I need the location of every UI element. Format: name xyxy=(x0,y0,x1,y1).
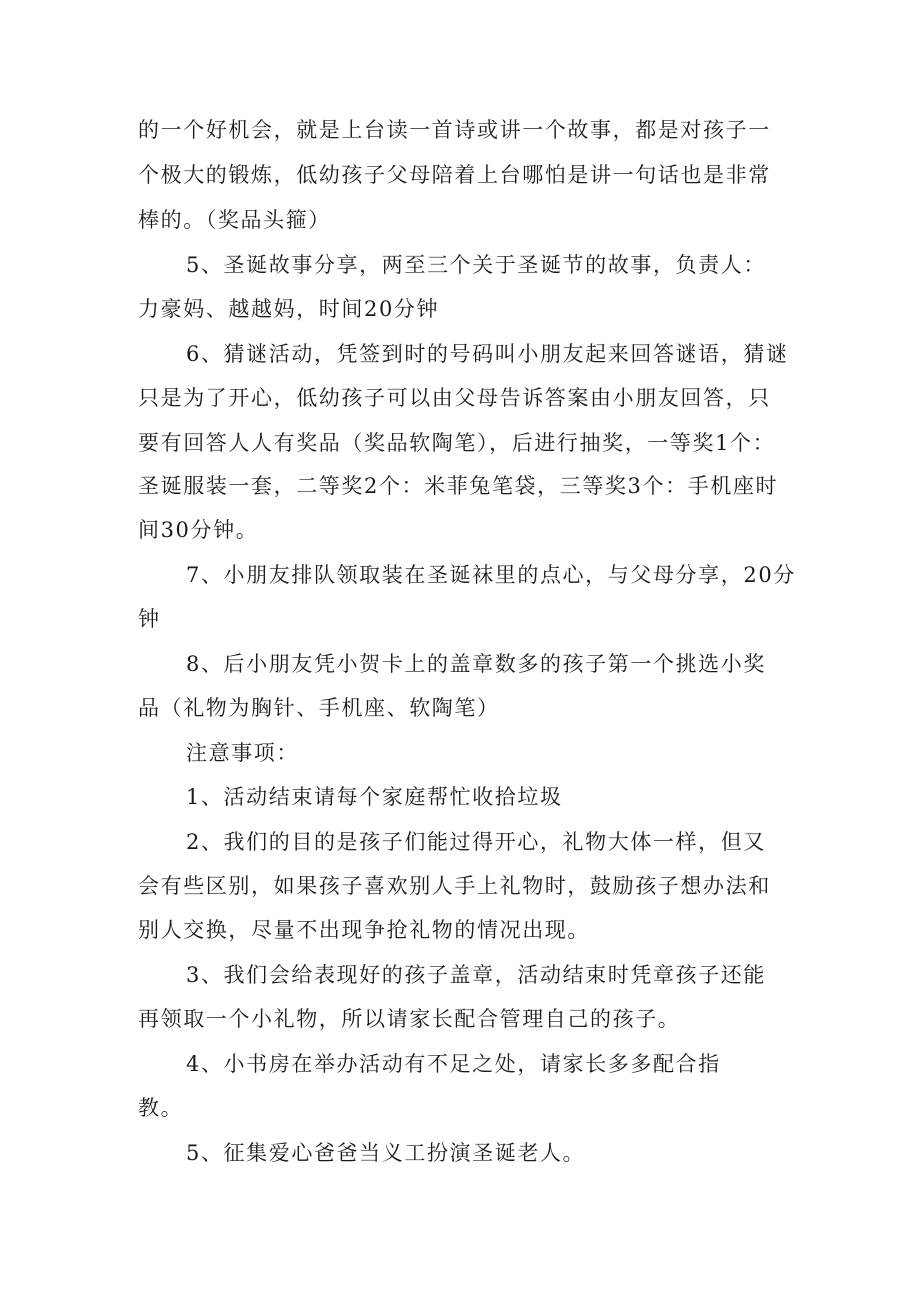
text-line: 别人交换，尽量不出现争抢礼物的情况出现。 xyxy=(138,918,590,942)
text-line: 5、征集爱心爸爸当义工扮演圣诞老人。 xyxy=(186,1141,586,1165)
text-line: 个极大的锻炼，低幼孩子父母陪着上台哪怕是讲一句话也是非常 xyxy=(138,163,771,187)
text-line: 力豪妈、越越妈，时间20分钟 xyxy=(138,297,440,321)
text-line: 3、我们会给表现好的孩子盖章，活动结束时凭章孩子还能 xyxy=(186,963,766,987)
text-line: 间30分钟。 xyxy=(138,518,259,542)
text-line: 4、小书房在举办活动有不足之处，请家长多多配合指 xyxy=(186,1052,721,1076)
text-line: 再领取一个小礼物，所以请家长配合管理自己的孩子。 xyxy=(138,1007,681,1031)
text-line: 1、活动结束请每个家庭帮忙收拾垃圾 xyxy=(186,785,563,809)
text-line: 6、猜谜活动，凭签到时的号码叫小朋友起来回答谜语，猜谜 xyxy=(186,342,789,366)
section-heading: 注意事项： xyxy=(186,741,299,765)
text-line: 要有回答人人有奖品（奖品软陶笔），后进行抽奖，一等奖1个： xyxy=(138,431,776,455)
text-line: 的一个好机会，就是上台读一首诗或讲一个故事，都是对孩子一 xyxy=(138,118,771,142)
text-line: 品（礼物为胸针、手机座、软陶笔） xyxy=(138,696,500,720)
text-line: 2、我们的目的是孩子们能过得开心，礼物大体一样，但又 xyxy=(186,830,766,854)
text-line: 圣诞服装一套，二等奖2个：米菲兔笔袋，三等奖3个：手机座时 xyxy=(138,474,779,498)
text-line: 棒的。（奖品头箍） xyxy=(138,208,331,232)
text-line: 会有些区别，如果孩子喜欢别人手上礼物时，鼓励孩子想办法和 xyxy=(138,874,771,898)
text-line: 教。 xyxy=(138,1096,184,1120)
text-line: 8、后小朋友凭小贺卡上的盖章数多的孩子第一个挑选小奖 xyxy=(186,652,766,676)
text-line: 5、圣诞故事分享，两至三个关于圣诞节的故事，负责人： xyxy=(186,253,766,277)
text-line: 只是为了开心，低幼孩子可以由父母告诉答案由小朋友回答，只 xyxy=(138,386,771,410)
text-line: 钟 xyxy=(138,607,161,631)
text-line: 7、小朋友排队领取装在圣诞袜里的点心，与父母分享，20分 xyxy=(186,563,796,587)
